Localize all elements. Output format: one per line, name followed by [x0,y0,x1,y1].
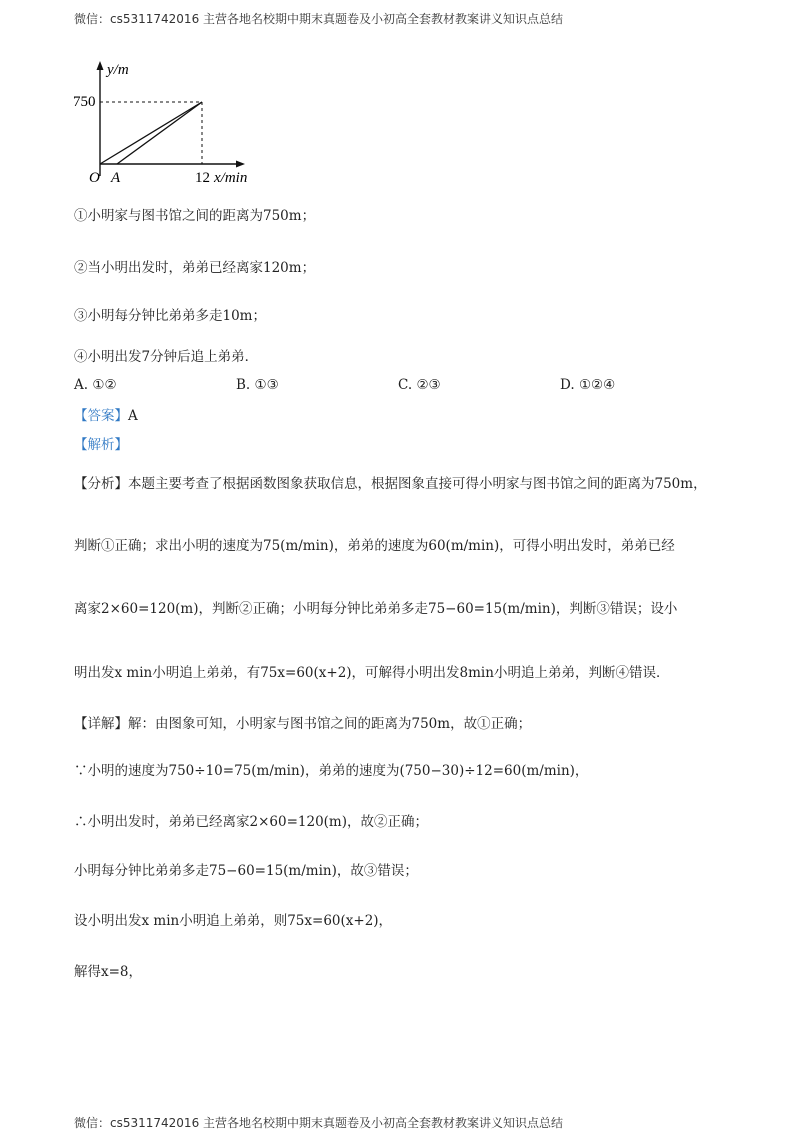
detail-line-5: 设小明出发x min小明追上弟弟，则75x=60(x+2)， [74,913,393,929]
y-axis-arrow-icon [97,61,104,70]
analysis-tag: 【解析】 [74,437,128,453]
choice-c[interactable] [398,377,441,393]
choice-b-letter: B. [236,377,251,393]
choice-b[interactable] [236,377,279,393]
header-watermark: 微信：cs5311742016 主营各地名校期中期末真题卷及小初高全套教材教案讲义知识点总结 [74,12,564,26]
choice-a-text: ①② [92,377,117,393]
analysis-line-1: 【分析】本题主要考查了根据函数图象获取信息，根据图象直接可得小明家与图书馆之间的距离为750m， [74,476,707,492]
y-axis-label: y/m [107,62,129,78]
footer-watermark: 微信：cs5311742016 主营各地名校期中期末真题卷及小初高全套教材教案讲义知识点总结 [74,1116,564,1130]
point-a-label: A [111,170,121,186]
origin-label: O [89,170,100,186]
choice-a-letter: A. [74,377,89,393]
statement-2: ②当小明出发时，弟弟已经离家120m； [74,260,316,276]
answer-tag: 【答案】 [74,408,128,424]
choice-b-text: ①③ [254,377,279,393]
answer-line [74,406,138,426]
detail-line-1: 【详解】解：由图象可知，小明家与图书馆之间的距离为750m，故①正确； [74,716,532,732]
analysis-line-4: 明出发x min小明追上弟弟，有75x=60(x+2)，可解得小明出发8min小明追上弟弟，判断④错误． [74,665,670,681]
x-axis-arrow-icon [236,161,245,168]
y-tick-label: 750 [73,94,96,110]
choice-a[interactable] [74,377,117,393]
answer-choices [74,377,734,397]
x-tick-label: 12 [195,170,210,186]
detail-line-3: ∴小明出发时，弟弟已经离家2×60=120(m)，故②正确； [74,814,428,830]
choice-d-letter: D. [560,377,575,393]
answer-value: A [128,408,138,424]
statement-1: ①小明家与图书馆之间的距离为750m； [74,208,316,224]
series-line-2 [117,102,202,164]
choice-c-text: ②③ [416,377,441,393]
y-axis [97,61,104,176]
analysis-line-3: 离家2×60=120(m)，判断②正确；小明每分钟比弟弟多走75−60=15(m/min)，判断③错误；设小 [74,601,678,617]
x-axis [100,161,245,168]
choice-d-text: ①②④ [578,377,616,393]
analysis-line-2: 判断①正确；求出小明的速度为75(m/min)，弟弟的速度为60(m/min)，可得小明出发时，弟弟已经 [74,538,675,554]
detail-line-4: 小明每分钟比弟弟多走75−60=15(m/min)，故③错误； [74,863,418,879]
choice-c-letter: C. [398,377,413,393]
detail-line-2: ∵小明的速度为750÷10=75(m/min)，弟弟的速度为(750−30)÷12=60(m/min)， [74,763,589,779]
series-line-1 [100,102,202,164]
x-axis-label: x/min [214,170,248,186]
detail-line-6: 解得x=8， [74,964,143,980]
statement-4: ④小明出发7分钟后追上弟弟． [74,349,259,365]
choice-d[interactable] [560,377,615,393]
distance-time-graph [73,58,280,193]
statement-3: ③小明每分钟比弟弟多走10m； [74,308,266,324]
